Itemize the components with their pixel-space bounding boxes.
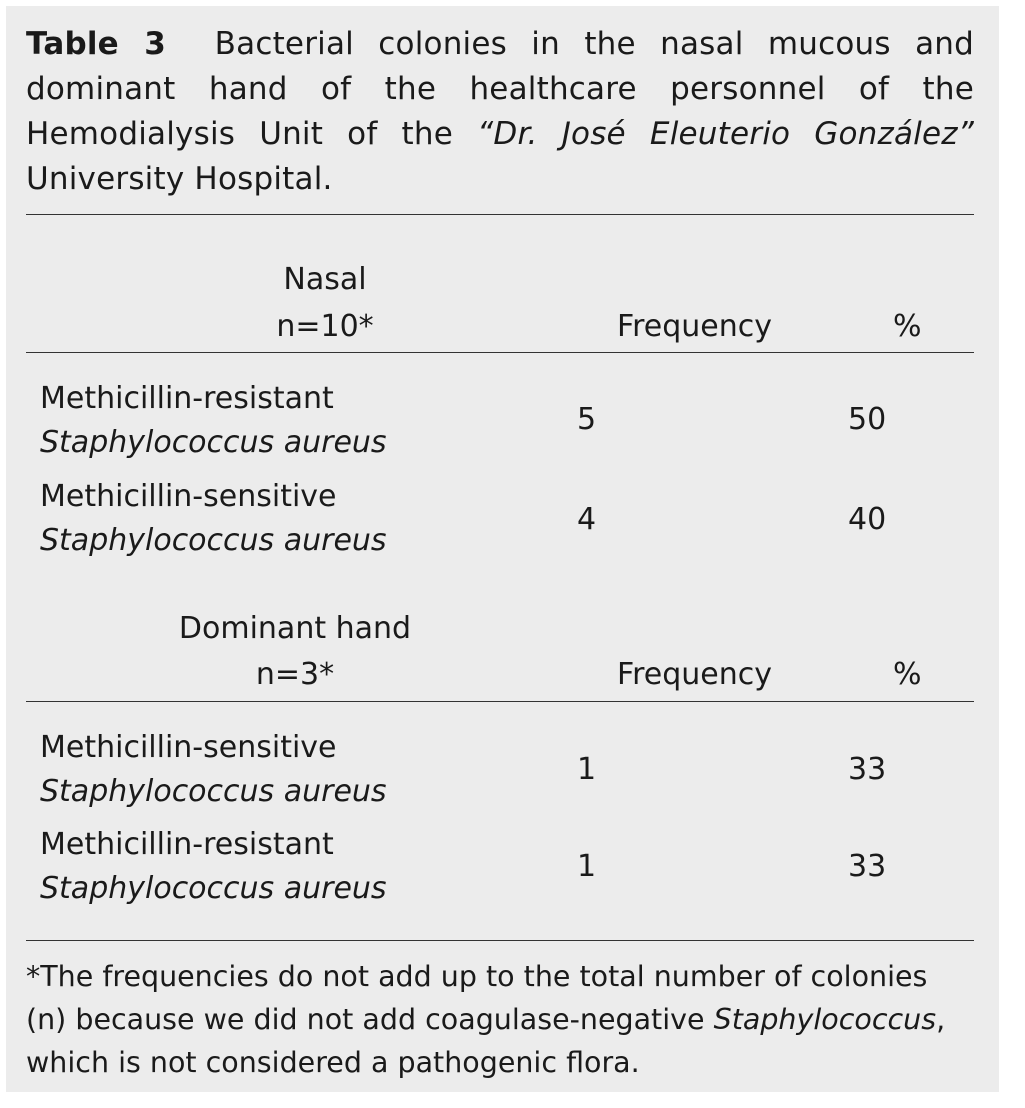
organism-species: Staphylococcus aureus	[40, 425, 387, 460]
section-hand-n: n=3*	[255, 657, 335, 692]
table-cell-frequency: 4	[577, 502, 597, 537]
section-header-rule	[26, 352, 974, 353]
column-header-percent: %	[893, 309, 922, 344]
section-nasal-title: Nasal	[283, 262, 367, 297]
table-cell-percent: 33	[848, 752, 887, 787]
organism-species: Staphylococcus aureus	[40, 774, 387, 809]
table-cell-frequency: 1	[577, 849, 597, 884]
section-header-rule	[26, 701, 974, 702]
column-header-percent: %	[893, 657, 922, 692]
table-row-organism	[40, 475, 387, 563]
hospital-name: “Dr. José Eleuterio González”	[477, 116, 974, 152]
table-cell-frequency: 1	[577, 752, 597, 787]
caption-rule	[26, 214, 974, 215]
organism-resistance: Methicillin-sensitive	[40, 730, 337, 765]
table-row-organism	[40, 377, 387, 465]
table-cell-percent: 50	[848, 402, 887, 437]
table-cell-percent: 33	[848, 849, 887, 884]
organism-resistance: Methicillin-resistant	[40, 827, 334, 862]
column-header-frequency: Frequency	[617, 309, 772, 344]
table-bottom-rule	[26, 940, 974, 941]
table-cell-frequency: 5	[577, 402, 597, 437]
section-nasal-n: n=10*	[276, 309, 374, 344]
table-footnote	[26, 955, 974, 1084]
section-hand-title: Dominant hand	[178, 611, 412, 646]
footnote-text: *The frequencies do not add up to the total number of colonies (n) because we did not add coagulase-negative	[26, 960, 928, 1036]
organism-species: Staphylococcus aureus	[40, 871, 387, 906]
column-header-frequency: Frequency	[617, 657, 772, 692]
footnote-text-end: , which is not considered a pathogenic flora.	[26, 1003, 946, 1079]
table-row-organism	[40, 726, 387, 814]
caption-text-end: University Hospital.	[26, 161, 333, 197]
caption-text: Bacterial colonies in the nasal mucous and dominant hand of the healthcare personnel of the Hemodialysis Unit of the	[26, 26, 974, 152]
footnote-organism: Staphylococcus	[713, 1003, 937, 1036]
table-label: Table 3	[26, 26, 166, 62]
organism-resistance: Methicillin-resistant	[40, 381, 334, 416]
organism-resistance: Methicillin-sensitive	[40, 479, 337, 514]
table-row-organism	[40, 823, 387, 911]
table-caption	[26, 22, 974, 202]
table-cell-percent: 40	[848, 502, 887, 537]
organism-species: Staphylococcus aureus	[40, 523, 387, 558]
